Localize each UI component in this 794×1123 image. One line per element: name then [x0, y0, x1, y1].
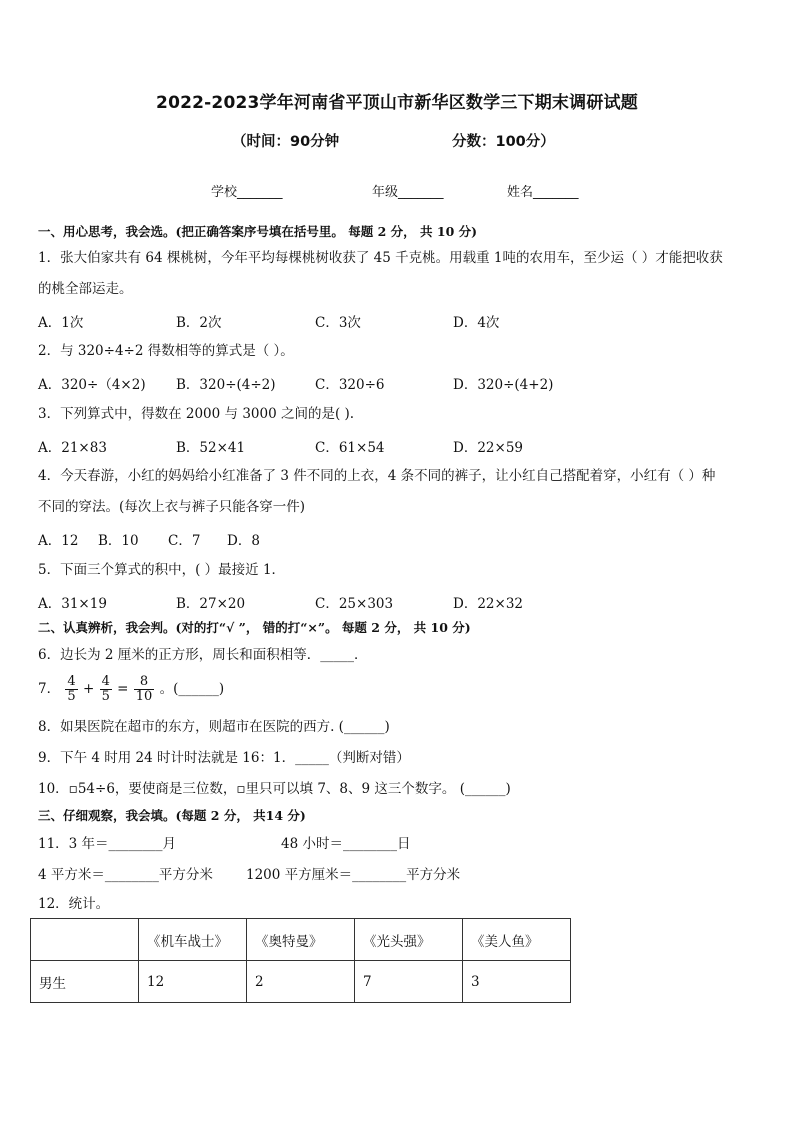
q1-option-c[interactable]: C．3次 [315, 315, 361, 331]
q5-option-a[interactable]: A．31×19 [38, 596, 107, 612]
question-8-text: 8．如果医院在超市的东方，则超市在医院的西方. (______) [38, 719, 390, 735]
fraction-numerator: 4 [101, 674, 110, 689]
table-header-cell: 《奥特曼》 [247, 919, 355, 961]
fraction-8-10 [134, 675, 155, 704]
question-10-text: 10．▫54÷6，要使商是三位数，▫里只可以填 7、8、9 这三个数字。 (______) [38, 781, 511, 797]
statistics-table [30, 918, 571, 1003]
section-1-heading: 一、用心思考，我会选。(把正确答案序号填在括号里。 每题 2 分， 共 10 分) [38, 224, 478, 239]
q5-option-d[interactable]: D．22×32 [453, 596, 523, 612]
q4-option-d[interactable]: D．8 [227, 533, 260, 549]
q1-option-a[interactable]: A．1次 [38, 315, 84, 331]
q4-option-c[interactable]: C．7 [168, 533, 201, 549]
table-cell: 3 [463, 961, 571, 1003]
q2-option-b[interactable]: B．320÷(4÷2) [176, 377, 276, 393]
plus-sign: + [82, 681, 95, 697]
question-6-text: 6．边长为 2 厘米的正方形，周长和面积相等．_____． [38, 647, 368, 663]
question-11-sqcm: 1200 平方厘米＝________平方分米 [246, 867, 461, 883]
table-header-cell [31, 919, 139, 961]
q5-option-b[interactable]: B．27×20 [176, 596, 246, 612]
school-field[interactable]: 学校_______ [211, 185, 283, 200]
question-11-years: 11．3 年＝________月 [38, 836, 177, 852]
section-2-heading: 二、认真辨析，我会判。(对的打“√ ”， 错的打“×”。 每题 2 分， 共 10 分) [38, 620, 471, 635]
question-12-text: 12．统计。 [38, 896, 110, 912]
name-field[interactable]: 姓名_______ [507, 185, 579, 200]
fraction-4-5-a [65, 675, 77, 704]
q3-option-c[interactable]: C．61×54 [315, 440, 385, 456]
table-row [31, 961, 571, 1003]
q4-option-b[interactable]: B．10 [98, 533, 139, 549]
question-3-text: 3．下列算式中，得数在 2000 与 3000 之间的是( ). [38, 406, 355, 422]
question-1-text-cont: 的桃全部运走。 [38, 281, 133, 297]
q1-option-b[interactable]: B．2次 [176, 315, 222, 331]
q7-answer-blank[interactable]: 。(______) [159, 681, 225, 697]
q2-option-c[interactable]: C．320÷6 [315, 377, 385, 393]
equals-sign: = [117, 681, 129, 697]
table-header-cell: 《美人鱼》 [463, 919, 571, 961]
question-4-text: 4．今天春游，小红的妈妈给小红准备了 3 件不同的上衣，4 条不同的裤子，让小红自己搭配着穿，小红有（ ）种 [38, 468, 716, 484]
section-3-heading: 三、仔细观察，我会填。(每题 2 分， 共14 分) [38, 808, 306, 823]
q4-option-a[interactable]: A．12 [38, 533, 79, 549]
q7-prefix: 7． [38, 681, 61, 697]
question-11-hours: 48 小时＝________日 [281, 836, 411, 852]
q3-option-a[interactable]: A．21×83 [38, 440, 107, 456]
fraction-denominator: 10 [135, 689, 153, 704]
table-cell: 12 [139, 961, 247, 1003]
question-2-text: 2．与 320÷4÷2 得数相等的算式是（ ）。 [38, 343, 294, 359]
table-cell: 2 [247, 961, 355, 1003]
fraction-numerator: 8 [134, 675, 155, 690]
question-4-text-cont: 不同的穿法。(每次上衣与裤子只能各穿一件) [38, 499, 306, 515]
table-header-cell: 《光头强》 [355, 919, 463, 961]
time-limit: （时间：90分钟 [232, 134, 340, 150]
grade-field[interactable]: 年级_______ [372, 185, 444, 200]
row-label: 男生 [31, 961, 139, 1003]
fraction-denominator: 5 [101, 689, 110, 704]
question-9-text: 9．下午 4 时用 24 时计时法就是 16：1．_____（判断对错） [38, 750, 410, 766]
q3-option-b[interactable]: B．52×41 [176, 440, 246, 456]
fraction-denominator: 5 [67, 689, 76, 704]
table-cell: 7 [355, 961, 463, 1003]
total-score: 分数：100分） [452, 134, 555, 150]
q3-option-d[interactable]: D．22×59 [453, 440, 523, 456]
question-7 [38, 671, 224, 707]
fraction-numerator: 4 [67, 674, 76, 689]
question-11-sqm: 4 平方米＝________平方分米 [38, 867, 213, 883]
fraction-4-5-b [100, 675, 112, 704]
table-header-cell: 《机车战士》 [139, 919, 247, 961]
q1-option-d[interactable]: D．4次 [453, 315, 500, 331]
page-title: 2022-2023学年河南省平顶山市新华区数学三下期末调研试题 [156, 93, 638, 113]
q2-option-d[interactable]: D．320÷(4+2) [453, 377, 554, 393]
question-5-text: 5．下面三个算式的积中，( ）最接近 1． [38, 562, 286, 578]
table-header-row [31, 919, 571, 961]
q5-option-c[interactable]: C．25×303 [315, 596, 394, 612]
q2-option-a[interactable]: A．320÷（4×2) [38, 377, 146, 393]
question-1-text: 1．张大伯家共有 64 棵桃树，今年平均每棵桃树收获了 45 千克桃。用载重 1吨的农用车，至少运（ ）才能把收获 [38, 250, 723, 266]
